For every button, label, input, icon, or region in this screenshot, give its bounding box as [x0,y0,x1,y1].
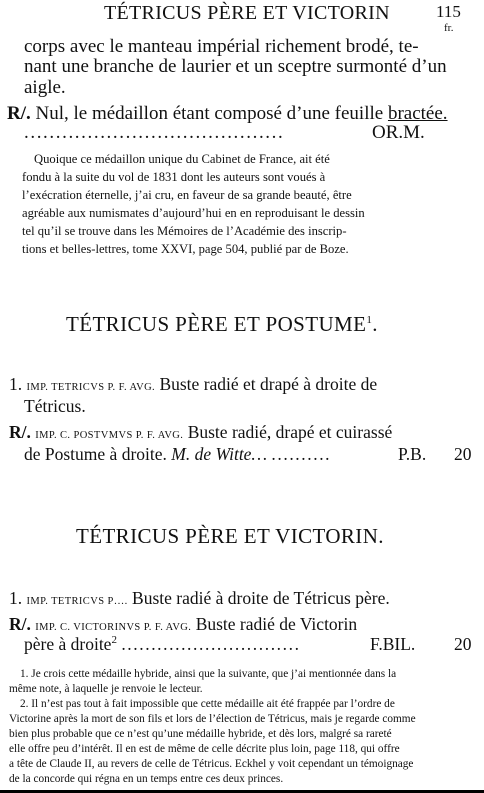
entry-text-line: Tétricus. [24,396,86,416]
reverse-text: Nul, le médaillon étant composé d’une feuille [35,103,384,124]
page-mark: fr. [444,22,454,34]
footnote-ref: 1 [366,314,373,326]
entry-text: Buste radié, drapé et cuirassé [187,422,393,442]
reverse-symbol: R/. [9,422,31,442]
footnote-line: 2. Il n’est pas tout à fait impossible que cette médaille ait été frappée par l’ordre de [20,698,395,710]
entry-text-line [24,444,331,465]
reverse-symbol: R/. [9,614,31,634]
entry-text: de Postume à droite. [24,444,167,464]
entry-text: Buste radié de Victorin [195,614,358,634]
note-line: l’exécration éternelle, j’ai cru, en faveur de sa grande beauté, être [22,188,352,202]
leader-dots: .......... [271,444,332,464]
dots-line [24,122,284,144]
entry-number: 1. [9,588,23,608]
footnote-ref: 2 [111,634,117,647]
coin-legend: IMP. TETRICVS P. F. AVG. [26,382,156,393]
entry-text-line: nant une branche de laurier et un sceptre surmonté d’un [24,56,447,77]
footnote-line: bien plus probable que ce n’est qu’une médaille hybride, et dès lors, malgré sa rareté [9,728,392,740]
reverse-word: bractée. [387,103,448,124]
note-line: fondu à la suite du vol de 1831 dont les auteurs sont voués à [22,170,326,184]
reverse-symbol: R/. [7,103,31,124]
value-number: 20 [454,444,472,464]
collection-mark: F.BIL. [370,634,416,654]
value-number: 20 [454,634,472,654]
entry-text-line: aigle. [24,77,66,98]
reverse-line [9,422,392,443]
collection-mark: OR.M. [372,122,425,143]
entry-text-line: corps avec le manteau impérial richement brodé, te- [24,36,419,57]
section-title: TÉTRICUS PÈRE ET VICTORIN. [76,524,384,548]
entry-number: 1. [9,374,23,394]
leader-dots: ......................................... [24,122,285,143]
coin-legend: IMP. C. VICTORINVS P. F. AVG. [35,622,192,633]
reverse-line [9,614,357,635]
entry-line [9,374,377,395]
entry-text: père à droite [24,634,112,654]
entry-line [9,588,390,609]
source-reference: M. de Witte… [171,444,268,464]
note-line: Quoique ce médaillon unique du Cabinet de France, ait été [34,152,330,166]
section-title: TÉTRICUS PÈRE ET POSTUME$^1$. [66,312,378,336]
entry-text: Buste radié et drapé à droite de [159,374,378,394]
footnote-line: 1. Je crois cette médaille hybride, ainsi que la suivante, que j’ai mentionnée dans la [20,668,397,680]
coin-legend: IMP. TETRICVS P…. [26,596,128,607]
leader-dots: .............................. [121,634,301,654]
note-line: tel qu’il se trouve dans les Mémoires de l’Académie des inscrip- [22,224,347,238]
footnote-line: de la concorde qui régna en un temps entre ces deux princes. [9,773,284,785]
footnote-line: Victorine après la mort de son fils et lors de l’élection de Tétricus, mais je regarde comme [9,713,416,725]
footnote-line: elle offre peu d’intérêt. Il en est de même de celle décrite plus loin, page 118, qui offre [9,743,400,755]
collection-mark: P.B. [398,444,427,464]
entry-text-line [24,634,301,655]
entry-text: Buste radié à droite de Tétricus père. [132,588,390,608]
note-line: agréable aux numismates d’aujourd’hui en en reproduisant le dessin [22,206,365,220]
running-title: TÉTRICUS PÈRE ET VICTORIN [104,2,390,24]
footnote-line: même note, à laquelle je renvoie le lecteur. [9,683,203,695]
section-title-text: TÉTRICUS PÈRE ET POSTUME [66,312,367,336]
note-line: tions et belles-lettres, tome XXVI, page 504, publié par de Boze. [22,242,349,256]
coin-legend: IMP. C. POSTVMVS P. F. AVG. [35,430,184,441]
footnote-line: a tête de Claude II, au revers de celle de Tétricus. Eckhel y voit cependant un témoignage [9,758,414,770]
page-number: 115 [436,2,461,21]
